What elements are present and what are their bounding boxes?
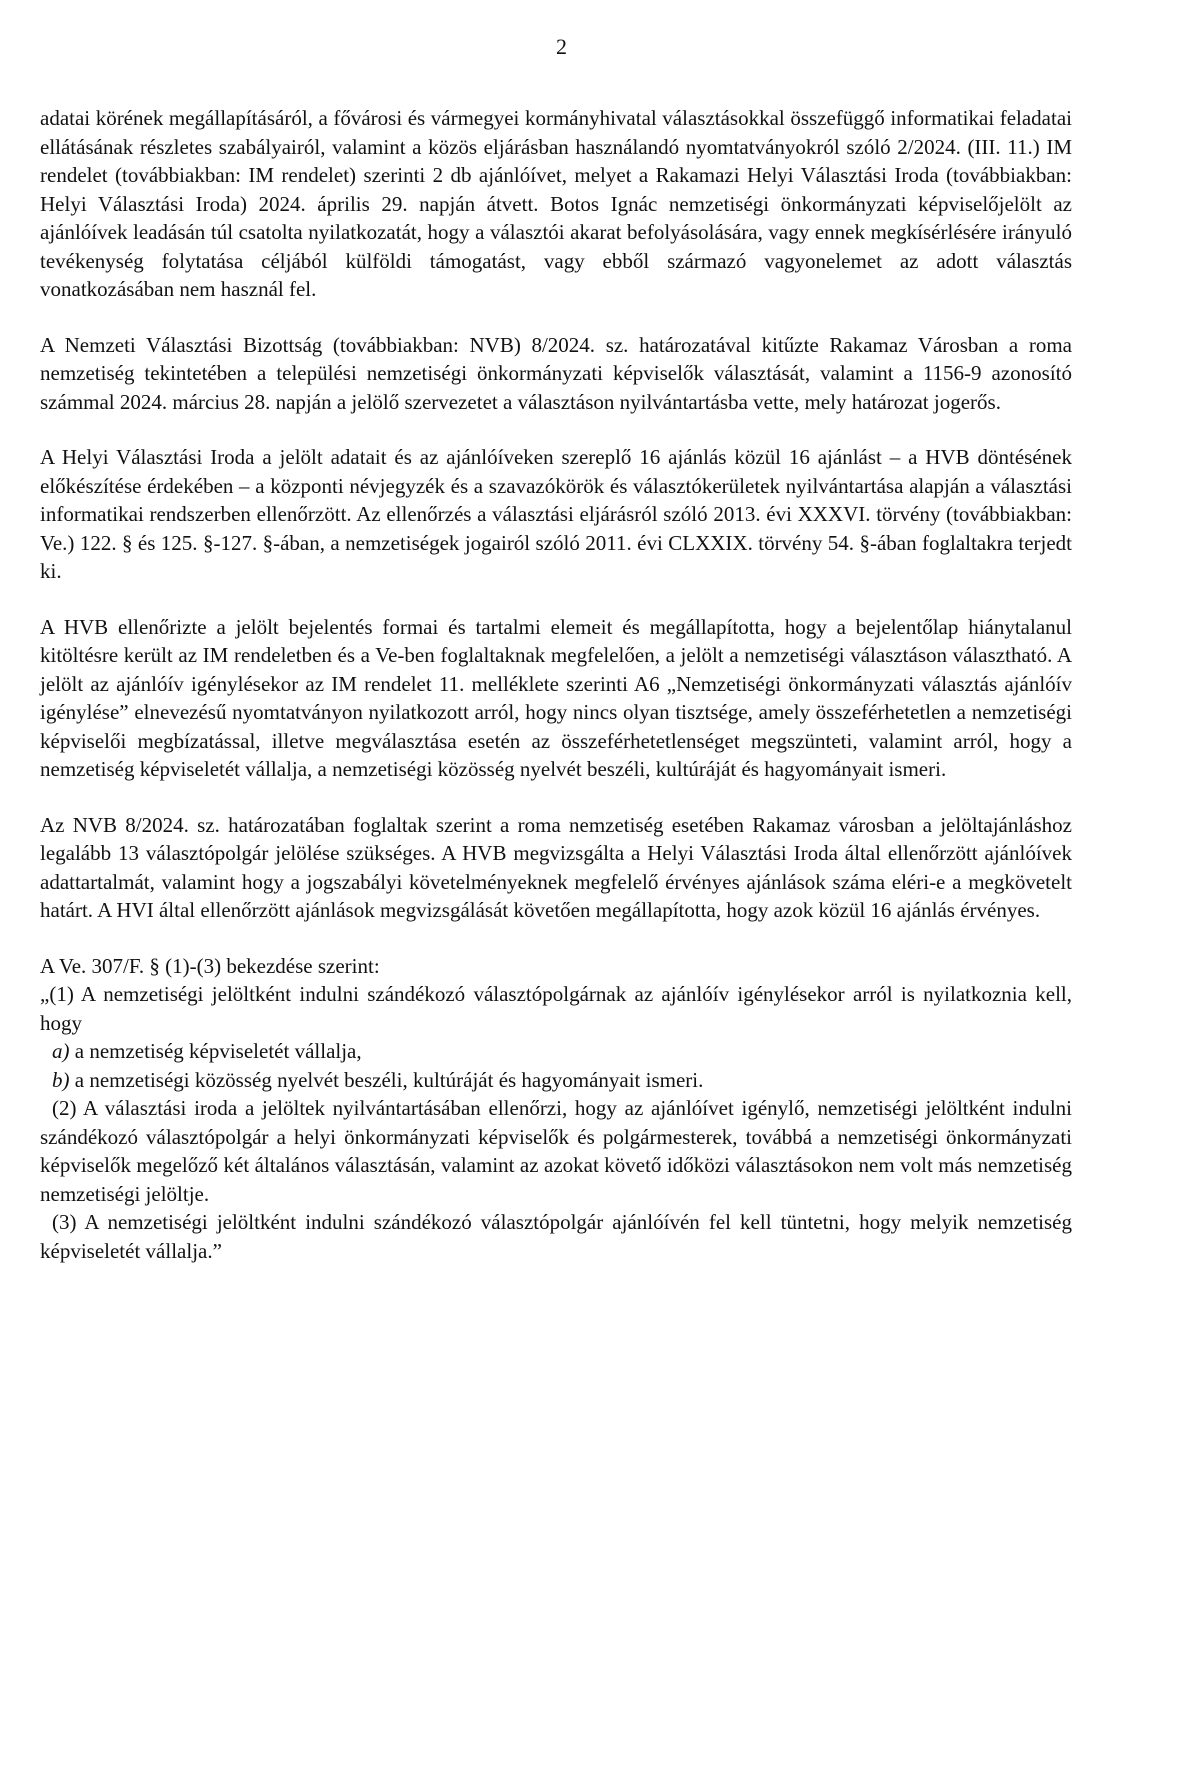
list-letter-b: b) [52,1067,70,1092]
list-item-a [40,1037,1072,1066]
paragraph-hvb-check: A HVB ellenőrizte a jelölt bejelentés formai és tartalmi elemeit és megállapította, hogy a bejelentőlap hiánytalanul kitöltésre került az IM rendeletben és a Ve-ben foglaltaknak megfelelően, a jelölt a nemzetiségi választáson választható. A jelölt az ajánlóív igénylésekor az IM rendelet 11. melléklete szerinti A6 „Nemzetiségi önkormányzati választás ajánlóív igénylése” elnevezésű nyomtatványon nyilatkozott arról, hogy nincs olyan tisztsége, amely összeférhetetlen a nemzetiségi képviselői megbízatással, illetve megválasztása esetén az összeférhetetlenséget megszünteti, valamint arról, hogy a nemzetiség képviseletét vállalja, a nemzetiségi közösség nyelvét beszéli, kultúráját és hagyományait ismeri. [40,614,1072,781]
paragraph-verification: A Helyi Választási Iroda a jelölt adatait és az ajánlóíveken szereplő 16 ajánlás közül 16 ajánlást – a HVB döntésének előkészítése érdekében – a központi névjegyzék és a szavazókörök és választókerületek nyilvántartása alapján a választási informatikai rendszerben ellenőrzött. Az ellenőrzés a választási eljárásról szóló 2013. évi XXXVI. törvény (továbbiakban: Ve.) 122. § és 125. §-127. §-ában, a nemzetiségek jogairól szóló 2011. évi CLXXIX. törvény 54. §-ában foglaltakra terjedt ki. [40,445,1072,583]
page-number: 2 [556,34,567,59]
quote-intro: A Ve. 307/F. § (1)-(3) bekezdése szerint: [40,953,380,978]
list-letter-a: a) [52,1039,70,1063]
quote-paragraph-3: (3) A nemzetiségi jelöltként indulni szándékozó választópolgár ajánlóívén fel kell tüntetni, hogy melyik nemzetiség képviseletét vállalja.” [40,1210,1072,1263]
quote-paragraph-1: „(1) A nemzetiségi jelöltként indulni szándékozó választópolgárnak az ajánlóív igénylésekor arról is nyilatkoznia kell, hogy [40,982,1072,1035]
paragraph-nvb-decision: A Nemzeti Választási Bizottság (továbbiakban: NVB) 8/2024. sz. határozatával kitűzte Rakamaz Városban a roma nemzetiség tekintetében a települési nemzetiségi önkormányzati képviselők választását, valamint a 1156-9 azonosító számmal 2024. március 28. napján a jelölő szervezetet a választáson nyilvántartásba vette, mely határozat jogerős. [40,332,1072,414]
list-text-a: a nemzetiség képviseletét vállalja, [69,1039,362,1063]
paragraph-endorsement-count: Az NVB 8/2024. sz. határozatában foglaltak szerint a roma nemzetiség esetében Rakamaz városban a jelöltajánláshoz legalább 13 választópolgár jelölése szükséges. A HVB megvizsgálta a Helyi Választási Iroda által ellenőrzött ajánlóívek adattartalmát, valamint hogy a jogszabályi követelményeknek megfelelő érvényes ajánlások száma eléri-e a megkövetelt határt. A HVI által ellenőrzött ajánlások megvizsgálását követően megállapította, hogy azok közül 16 ajánlás érvényes. [40,812,1072,922]
quote-paragraph-2: (2) A választási iroda a jelöltek nyilvántartásában ellenőrzi, hogy az ajánlóívet igénylő, nemzetiségi jelöltként indulni szándékozó választópolgár a helyi önkormányzati képviselők és polgármesterek, továbbá a nemzetiségi önkormányzati képviselők megelőző két általános választásán, valamint az azokat követő időközi választásokon nem volt más nemzetiség nemzetiségi jelöltje. [40,1096,1072,1206]
paragraph-candidate-forms: adatai körének megállapításáról, a fővárosi és vármegyei kormányhivatal választásokkal összefüggő informatikai feladatai ellátásának részletes szabályairól, valamint a közös eljárásban használandó nyomtatványokról szóló 2/2024. (III. 11.) IM rendelet (továbbiakban: IM rendelet) szerinti 2 db ajánlóívet, melyet a Rakamazi Helyi Választási Iroda (továbbiakban: Helyi Választási Iroda) 2024. április 29. napján átvett. Botos Ignác nemzetiségi önkormányzati képviselőjelölt az ajánlóívek leadásán túl csatolta nyilatkozatát, hogy a választói akarat befolyásolására, vagy ennek megkísérlésére irányuló tevékenység folytatása céljából külföldi támogatást, vagy ebből származó vagyonelemet az adott választás vonatkozásában nem használ fel. [40,106,1072,301]
document-body [40,104,1072,1265]
list-text-b: a nemzetiségi közösség nyelvét beszéli, kultúráját és hagyományait ismeri. [69,1067,704,1092]
list-item-b [40,1066,1072,1095]
